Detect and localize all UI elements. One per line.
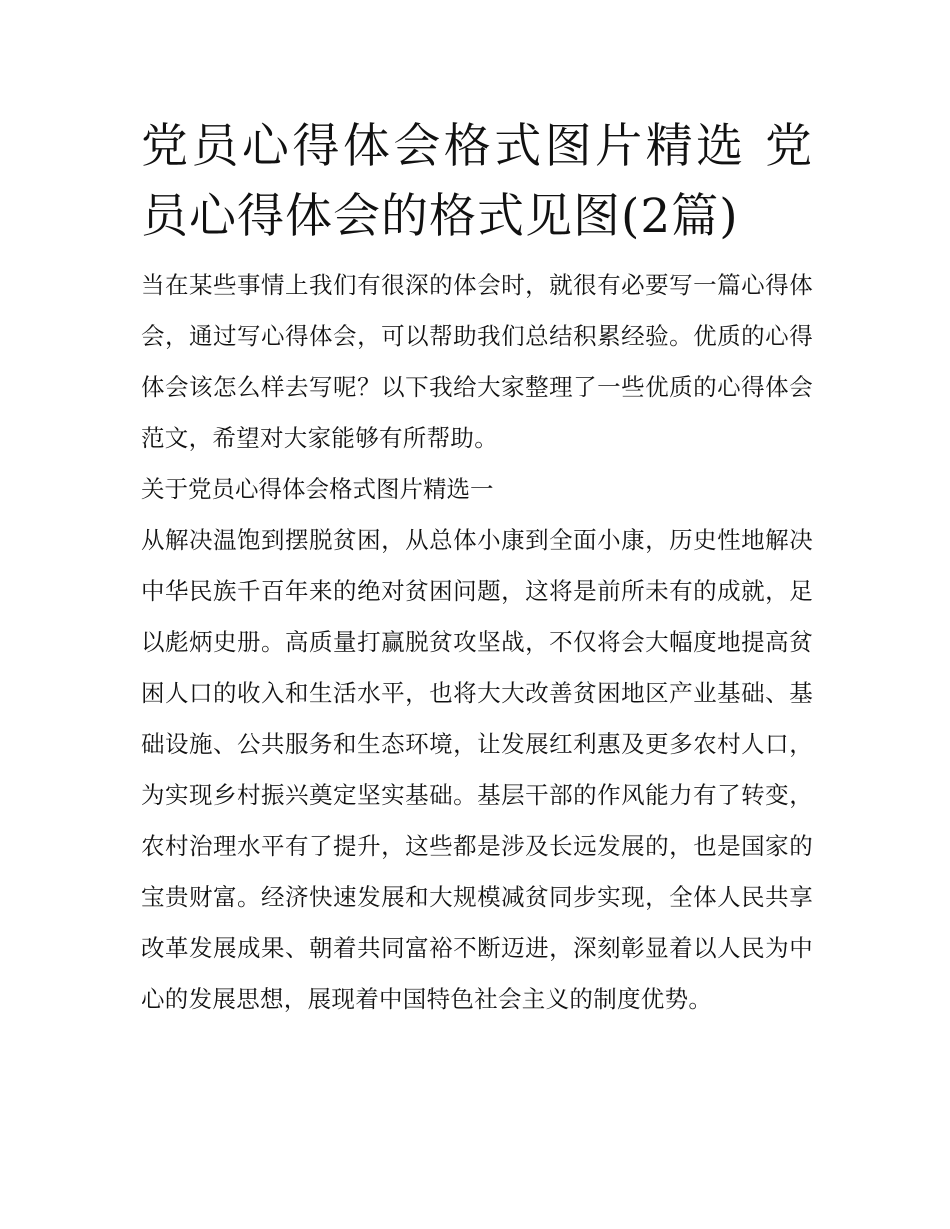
intro-paragraph: 当在某些事情上我们有很深的体会时，就很有必要写一篇心得体会，通过写心得体会，可以帮助我们总结积累经验。优质的心得体会该怎么样去写呢？以下我给大家整理了一些优质的心得体会范文，希望对大家能够有所帮助。 (141, 271, 813, 452)
section-paragraph: 从解决温饱到摆脱贫困，从总体小康到全面小康，历史性地解决中华民族千百年来的绝对贫困问题，这将是前所未有的成就，足以彪炳史册。高质量打赢脱贫攻坚战，不仅将会大幅度地提高贫困人口的收入和生活水平，也将大大改善贫困地区产业基础、基础设施、公共服务和生态环境，让发展红利惠及更多农村人口，为实现乡村振兴奠定坚实基础。基层干部的作风能力有了转变，农村治理水平有了提升，这些都是涉及长远发展的，也是国家的宝贵财富。经济快速发展和大规模减贫同步实现，全体人民共享改革发展成果、朝着共同富裕不断迈进，深刻彰显着以人民为中心的发展思想，展现着中国特色社会主义的制度优势。 (141, 526, 813, 1013)
document-content (141, 112, 813, 1025)
document-title: 党员心得体会格式图片精选 党员心得体会的格式见图(2篇) (141, 119, 813, 244)
section-heading: 关于党员心得体会格式图片精选一 (141, 475, 494, 503)
